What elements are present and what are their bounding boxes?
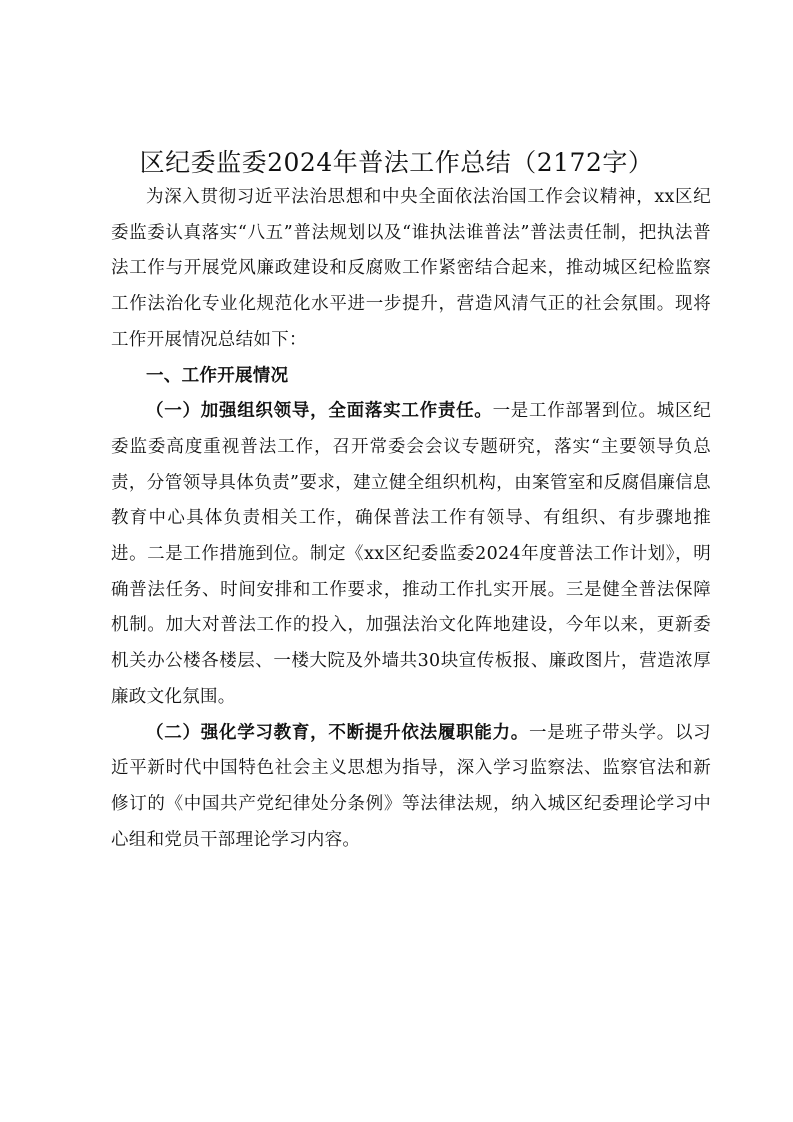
section-heading: 一、工作开展情况 — [146, 365, 289, 386]
document-title: 区纪委监委2024年普法工作总结（2172字） — [139, 148, 654, 177]
item-2-body: 一是班子带头学。以习近平新时代中国特色社会主义思想为指导，深入学习监察法、监察官法和新修订的《中国共产党纪律处分条例》等法律法规，纳入城区纪委理论学习中心组和党员干部理论学习内容。 — [111, 722, 711, 850]
item-1-body: 一是工作部署到位。城区纪委监委高度重视普法工作，召开常委会会议专题研究，落实“主要领导负总责，分管领导具体负责”要求，建立健全组织机构，由案管室和反腐倡廉信息教育中心具体负责相关工作，确保普法工作有领导、有组织、有步骤地推进。二是工作措施到位。制定《xx区纪委监委2024年度普法工作计划》，明确普法任务、时间安排和工作要求，推动工作扎实开展。三是健全普法保障机制。加大对普法工作的投入，加强法治文化阵地建设，今年以来，更新委机关办公楼各楼层、一楼大院及外墙共30块宣传板报、廉政图片，营造浓厚廉政文化氛围。 — [111, 401, 711, 707]
document-body — [111, 180, 711, 858]
section-item-2 — [111, 716, 711, 859]
section-item-1 — [111, 394, 711, 715]
item-1-lead: （一）加强组织领导，全面落实工作责任。 — [146, 401, 493, 422]
intro-paragraph: 为深入贯彻习近平法治思想和中央全面依法治国工作会议精神，xx区纪委监委认真落实“八五”普法规划以及“谁执法谁普法”普法责任制，把执法普法工作与开展党风廉政建设和反腐败工作紧密结合起来，推动城区纪检监察工作法治化专业化规范化水平进一步提升，营造风清气正的社会氛围。现将工作开展情况总结如下： — [111, 187, 711, 350]
item-2-lead: （二）强化学习教育，不断提升依法履职能力。 — [146, 722, 530, 743]
